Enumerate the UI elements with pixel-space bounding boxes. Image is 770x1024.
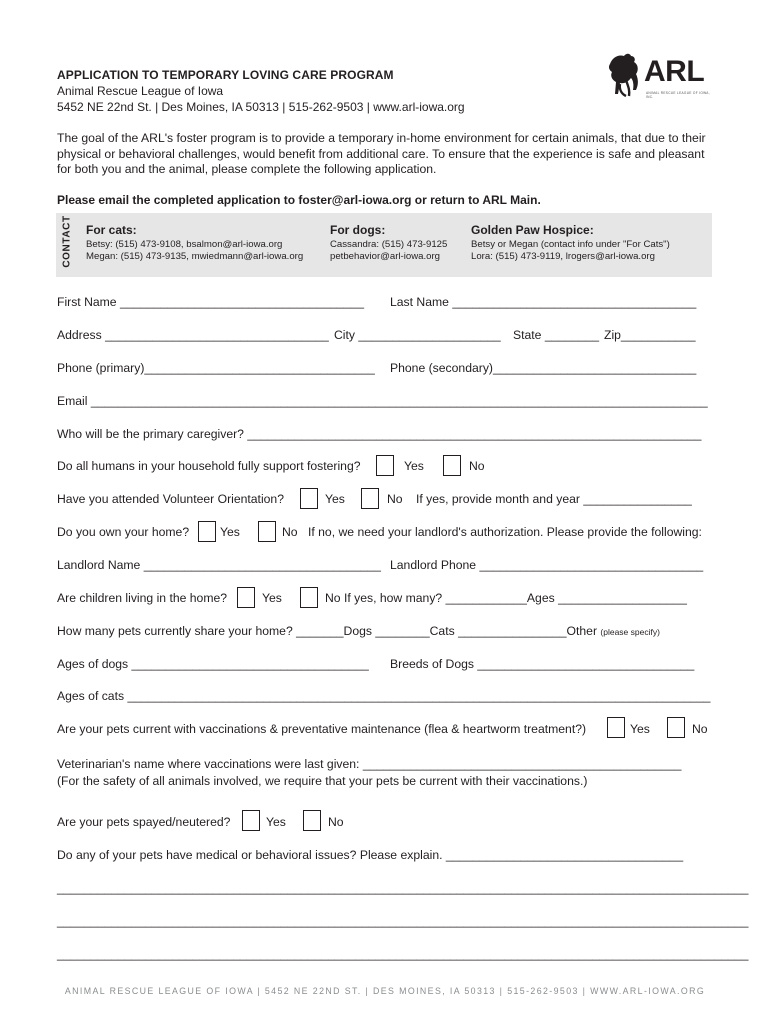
page-footer: ANIMAL RESCUE LEAGUE OF IOWA | 5452 NE 22ND ST. | DES MOINES, IA 50313 | 515-262-9503 | WWW.ARL-IOWA.ORG [64, 986, 706, 996]
vaccination-no-label: No [692, 722, 708, 736]
ages-of-dogs-field[interactable]: Ages of dogs ___________________________________ [57, 657, 369, 671]
orientation-yes-label: Yes [325, 492, 345, 506]
logo-tagline: ANIMAL RESCUE LEAGUE OF IOWA, INC. [646, 91, 710, 99]
medical-line-4[interactable]: ______________________________________________________________________________________________________ [57, 947, 749, 961]
ages-of-cats-field[interactable]: Ages of cats ______________________________________________________________________________________ [57, 689, 711, 703]
orientation-no-label: No [387, 492, 403, 506]
first-name-field[interactable]: First Name ____________________________________ [57, 295, 364, 309]
children-yes-checkbox[interactable] [237, 587, 255, 608]
own-home-yes-label: Yes [220, 525, 240, 539]
orientation-no-checkbox[interactable] [361, 488, 379, 509]
household-question: Do all humans in your household fully support fostering? [57, 459, 361, 473]
cats-heading: For cats: [86, 223, 137, 237]
spayed-yes-label: Yes [266, 815, 286, 829]
medical-line-3[interactable]: ______________________________________________________________________________________________________ [57, 914, 749, 928]
address-field[interactable]: Address _________________________________ [57, 328, 329, 342]
vaccination-yes-checkbox[interactable] [607, 717, 625, 738]
spayed-no-checkbox[interactable] [303, 810, 321, 831]
contact-hospice [471, 223, 670, 263]
contact-dogs [330, 223, 447, 263]
vaccination-note: (For the safety of all animals involved, we require that your pets be current with their vaccinations.) [57, 774, 588, 788]
phone-primary-field[interactable]: Phone (primary)__________________________________ [57, 361, 375, 375]
pets-count-text: How many pets currently share your home? _______Dogs ________Cats ________________Other [57, 624, 597, 638]
cats-line-2: Megan: (515) 473-9135, mwiedmann@arl-iowa.org [86, 251, 304, 262]
own-home-no-label: No [282, 525, 298, 539]
hospice-heading: Golden Paw Hospice: [471, 223, 594, 237]
form-title: APPLICATION TO TEMPORARY LOVING CARE PROGRAM [57, 68, 394, 82]
dogs-line-1: Cassandra: (515) 473-9125 [330, 239, 448, 250]
logo-text: ARL [644, 55, 705, 88]
own-home-followup: If no, we need your landlord's authorization. Please provide the following: [308, 525, 702, 539]
own-home-no-checkbox[interactable] [258, 521, 276, 542]
contact-cats [86, 223, 303, 263]
please-specify-note: (please specify) [600, 627, 660, 637]
zip-field[interactable]: Zip___________ [604, 328, 696, 342]
org-name: Animal Rescue League of Iowa [57, 84, 224, 98]
household-yes-checkbox[interactable] [376, 455, 394, 476]
vaccination-no-checkbox[interactable] [667, 717, 685, 738]
medical-issues-field[interactable]: Do any of your pets have medical or behavioral issues? Please explain. ___________________________________ [57, 848, 684, 862]
pets-count-field[interactable] [57, 624, 660, 638]
dogs-line-2: petbehavior@arl-iowa.org [330, 251, 440, 262]
household-yes-label: Yes [404, 459, 424, 473]
children-yes-label: Yes [262, 591, 282, 605]
last-name-field[interactable]: Last Name ____________________________________ [390, 295, 697, 309]
spayed-no-label: No [328, 815, 344, 829]
orientation-question: Have you attended Volunteer Orientation? [57, 492, 284, 506]
household-no-checkbox[interactable] [443, 455, 461, 476]
dogs-heading: For dogs: [330, 223, 386, 237]
household-no-label: No [469, 459, 485, 473]
own-home-yes-checkbox[interactable] [198, 521, 216, 542]
own-home-question: Do you own your home? [57, 525, 190, 539]
intro-paragraph: The goal of the ARL's foster program is to provide a temporary in-home environment for certain animals, that due to their physical or behavioral challenges, would benefit from additional care. To ensure that the experience is safe and pleasant for both you and the animal, please complete the following application. [57, 131, 706, 176]
hospice-line-2: Lora: (515) 473-9119, lrogers@arl-iowa.org [471, 251, 655, 262]
org-address: 5452 NE 22nd St. | Des Moines, IA 50313 | 515-262-9503 | www.arl-iowa.org [57, 100, 465, 114]
landlord-name-field[interactable]: Landlord Name ___________________________________ [57, 558, 381, 572]
email-instruction: Please email the completed application to foster@arl-iowa.org or return to ARL Main. [57, 193, 541, 207]
contact-tab: CONTACT [61, 215, 73, 268]
orientation-yes-checkbox[interactable] [300, 488, 318, 509]
primary-caregiver-field[interactable]: Who will be the primary caregiver? ___________________________________________________________________ [57, 427, 702, 441]
veterinarian-field[interactable]: Veterinarian's name where vaccinations were last given: _______________________________________________ [57, 757, 682, 771]
state-field[interactable]: State ________ [513, 328, 600, 342]
breeds-of-dogs-field[interactable]: Breeds of Dogs ________________________________ [390, 657, 695, 671]
cats-line-1: Betsy: (515) 473-9108, bsalmon@arl-iowa.org [86, 239, 283, 250]
landlord-phone-field[interactable]: Landlord Phone _________________________________ [390, 558, 704, 572]
medical-line-2[interactable]: ______________________________________________________________________________________________________ [57, 881, 749, 895]
vaccination-yes-label: Yes [630, 722, 650, 736]
children-question: Are children living in the home? [57, 591, 228, 605]
hospice-line-1: Betsy or Megan (contact info under "For Cats") [471, 239, 670, 250]
orientation-date-field[interactable]: If yes, provide month and year ________________ [416, 492, 692, 506]
email-field[interactable]: Email ___________________________________________________________________________________________ [57, 394, 708, 408]
phone-secondary-field[interactable]: Phone (secondary)______________________________ [390, 361, 697, 375]
vaccination-question: Are your pets current with vaccinations & preventative maintenance (flea & heartworm treatment?) [57, 722, 587, 736]
children-no-checkbox[interactable] [300, 587, 318, 608]
spayed-yes-checkbox[interactable] [242, 810, 260, 831]
city-field[interactable]: City _____________________ [334, 328, 501, 342]
arl-logo [606, 50, 716, 102]
children-count-ages-field[interactable]: No If yes, how many? ____________Ages ___________________ [325, 591, 687, 605]
spayed-question: Are your pets spayed/neutered? [57, 815, 231, 829]
